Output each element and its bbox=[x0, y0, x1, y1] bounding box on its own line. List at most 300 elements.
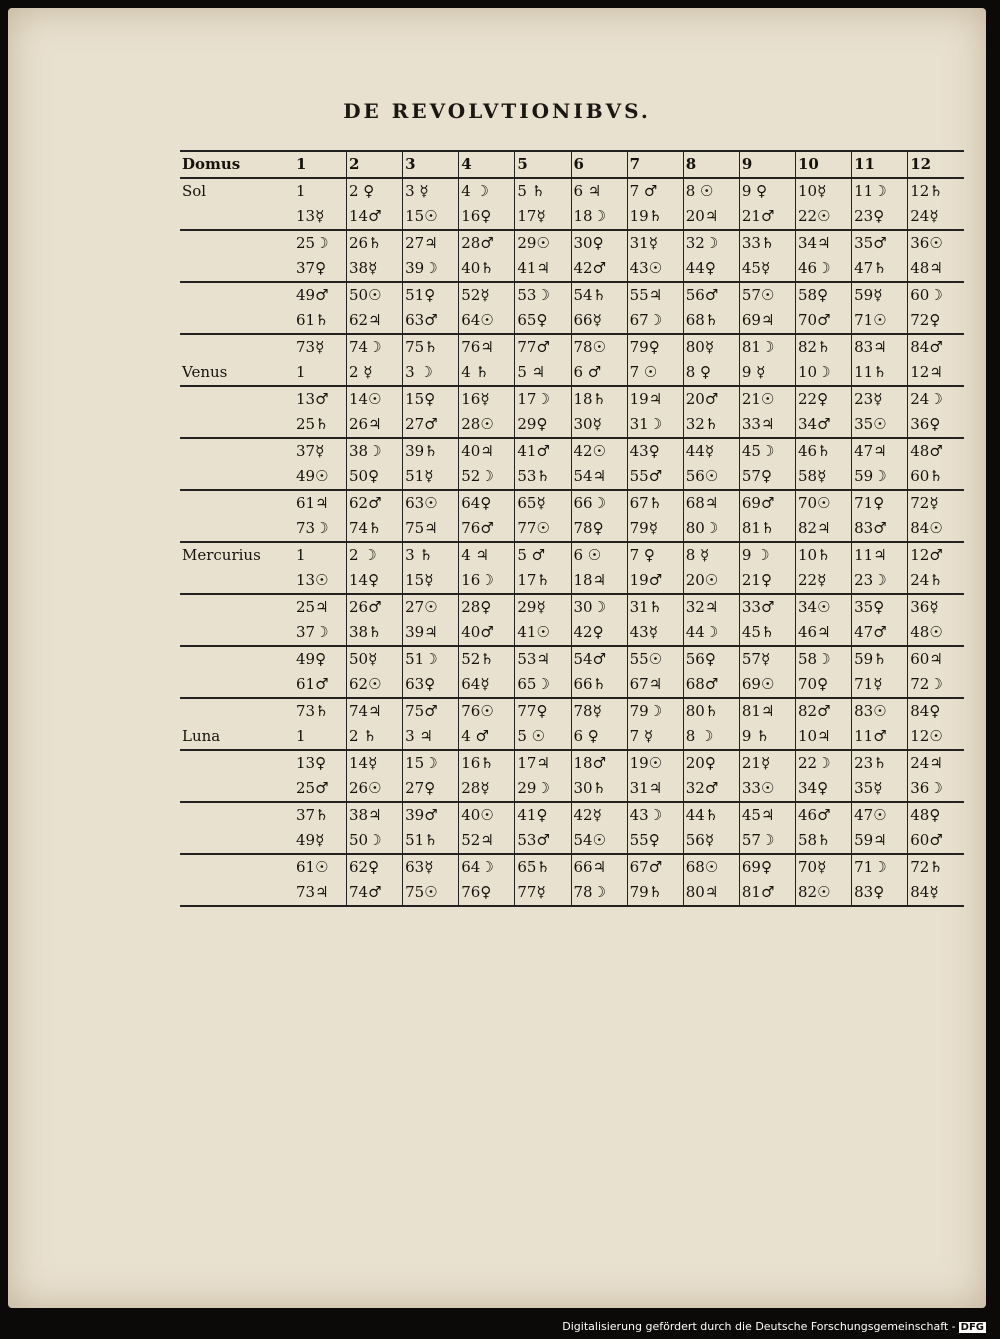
table-cell: 22☉ bbox=[796, 204, 852, 230]
header-cell: 5 bbox=[515, 151, 571, 178]
planet-table bbox=[180, 150, 964, 907]
table-cell: 30♀ bbox=[571, 230, 627, 256]
table-cell: 82♄ bbox=[796, 334, 852, 360]
table-row bbox=[180, 646, 964, 672]
table-cell: 20♂ bbox=[683, 386, 739, 412]
table-cell: 68♂ bbox=[683, 672, 739, 698]
table-row bbox=[180, 490, 964, 516]
table-cell: 51♀ bbox=[403, 282, 459, 308]
table-cell: 48♂ bbox=[908, 438, 964, 464]
table-cell: 76☉ bbox=[459, 698, 515, 724]
planet-label bbox=[180, 672, 294, 698]
planet-label bbox=[180, 308, 294, 334]
planet-label bbox=[180, 568, 294, 594]
table-cell: 6 ♀ bbox=[571, 724, 627, 750]
table-cell: 74♄ bbox=[347, 516, 403, 542]
table-cell: 57☿ bbox=[739, 646, 795, 672]
table-cell: 39♂ bbox=[403, 802, 459, 828]
table-cell: 75♄ bbox=[403, 334, 459, 360]
table-cell: 61♄ bbox=[294, 308, 347, 334]
table-cell: 52☿ bbox=[459, 282, 515, 308]
table-cell: 30♄ bbox=[571, 776, 627, 802]
table-cell: 38☽ bbox=[347, 438, 403, 464]
table-cell: 18♄ bbox=[571, 386, 627, 412]
header-cell: 4 bbox=[459, 151, 515, 178]
table-cell: 66♃ bbox=[571, 854, 627, 880]
table-cell: 25♄ bbox=[294, 412, 347, 438]
table-cell: 81♄ bbox=[739, 516, 795, 542]
table-cell: 19♂ bbox=[627, 568, 683, 594]
table-cell: 59♄ bbox=[852, 646, 908, 672]
table-row bbox=[180, 256, 964, 282]
planet-label bbox=[180, 282, 294, 308]
table-cell: 71♀ bbox=[852, 490, 908, 516]
header-label: Domus bbox=[180, 151, 294, 178]
table-cell: 82♂ bbox=[796, 698, 852, 724]
table-cell: 35♀ bbox=[852, 594, 908, 620]
planet-label: Sol bbox=[182, 182, 207, 200]
table-cell: 25☽ bbox=[294, 230, 347, 256]
table-cell: 63☉ bbox=[403, 490, 459, 516]
table-cell: 4 ☽ bbox=[459, 178, 515, 204]
table-row bbox=[180, 412, 964, 438]
table-cell: 63♂ bbox=[403, 308, 459, 334]
table-cell: 26♃ bbox=[347, 412, 403, 438]
planet-label bbox=[180, 412, 294, 438]
table-cell: 63♀ bbox=[403, 672, 459, 698]
table-cell: 11♄ bbox=[852, 360, 908, 386]
table-row bbox=[180, 308, 964, 334]
table-cell: 79♄ bbox=[627, 880, 683, 906]
table-row bbox=[180, 204, 964, 230]
table-cell: 37☽ bbox=[294, 620, 347, 646]
table-cell: 53♂ bbox=[515, 828, 571, 854]
table-cell: 32♄ bbox=[683, 412, 739, 438]
table-cell: 41☉ bbox=[515, 620, 571, 646]
planet-label bbox=[180, 204, 294, 230]
table-cell: 55♃ bbox=[627, 282, 683, 308]
table-cell: 30☿ bbox=[571, 412, 627, 438]
planet-label bbox=[180, 438, 294, 464]
table-cell: 67♃ bbox=[627, 672, 683, 698]
header-cell: 9 bbox=[739, 151, 795, 178]
header-cell: 2 bbox=[347, 151, 403, 178]
table-cell: 7 ☉ bbox=[627, 360, 683, 386]
table-cell: 10♃ bbox=[796, 724, 852, 750]
table-cell: 62♂ bbox=[347, 490, 403, 516]
table-cell: 33♄ bbox=[739, 230, 795, 256]
table-cell: 66♄ bbox=[571, 672, 627, 698]
planet-label bbox=[180, 854, 294, 880]
table-cell: 20♃ bbox=[683, 204, 739, 230]
table-cell: 65♀ bbox=[515, 308, 571, 334]
table-cell: 75☉ bbox=[403, 880, 459, 906]
table-row bbox=[180, 516, 964, 542]
table-cell: 8 ☿ bbox=[683, 542, 739, 568]
table-cell: 10♄ bbox=[796, 542, 852, 568]
table-cell: 31☿ bbox=[627, 230, 683, 256]
table-cell: 57☽ bbox=[739, 828, 795, 854]
planet-label: Venus bbox=[182, 363, 228, 381]
table-cell: 13♂ bbox=[294, 386, 347, 412]
table-cell: 33♃ bbox=[739, 412, 795, 438]
table-cell: 38♄ bbox=[347, 620, 403, 646]
table-cell: 47♂ bbox=[852, 620, 908, 646]
table-cell: 27♃ bbox=[403, 230, 459, 256]
table-cell: 57♀ bbox=[739, 464, 795, 490]
table-cell: 46♂ bbox=[796, 802, 852, 828]
table-cell: 73♃ bbox=[294, 880, 347, 906]
table-cell: 36☿ bbox=[908, 594, 964, 620]
table-cell: 51☽ bbox=[403, 646, 459, 672]
table-row bbox=[180, 178, 964, 204]
table-cell: 13♀ bbox=[294, 750, 347, 776]
table-cell: 24☿ bbox=[910, 207, 939, 225]
table-cell: 15☉ bbox=[403, 204, 459, 230]
table-cell: 8 ☉ bbox=[683, 178, 739, 204]
table-cell: 60♄ bbox=[910, 467, 943, 485]
table-cell: 23♄ bbox=[852, 750, 908, 776]
table-cell: 3 ☽ bbox=[403, 360, 459, 386]
table-cell: 61♂ bbox=[294, 672, 347, 698]
table-cell: 67☽ bbox=[627, 308, 683, 334]
table-cell: 26♄ bbox=[347, 230, 403, 256]
table-cell: 29☽ bbox=[515, 776, 571, 802]
table-cell: 51☿ bbox=[403, 464, 459, 490]
table-cell: 80☽ bbox=[683, 516, 739, 542]
table-cell: 2 ☽ bbox=[347, 542, 403, 568]
planet-label bbox=[180, 698, 294, 724]
table-cell: 82♃ bbox=[796, 516, 852, 542]
table-cell: 48♃ bbox=[910, 259, 943, 277]
table-cell: 52☽ bbox=[459, 464, 515, 490]
table-cell: 53♃ bbox=[515, 646, 571, 672]
table-cell: 62☉ bbox=[347, 672, 403, 698]
table-cell: 17☿ bbox=[515, 204, 571, 230]
planet-label bbox=[180, 620, 294, 646]
planet-label bbox=[180, 646, 294, 672]
planet-label bbox=[180, 880, 294, 906]
table-cell: 46♄ bbox=[796, 438, 852, 464]
table-cell: 44☽ bbox=[683, 620, 739, 646]
table-cell: 11♂ bbox=[852, 724, 908, 750]
table-cell: 84♀ bbox=[908, 698, 964, 724]
table-row bbox=[180, 334, 964, 360]
table-cell: 69♂ bbox=[739, 490, 795, 516]
table-cell: 17♃ bbox=[515, 750, 571, 776]
table-cell: 36♀ bbox=[910, 415, 941, 433]
table-cell: 83♂ bbox=[852, 516, 908, 542]
table-cell: 31♄ bbox=[627, 594, 683, 620]
table-cell: 16♀ bbox=[459, 204, 515, 230]
planet-label bbox=[180, 230, 294, 256]
table-cell: 78♀ bbox=[571, 516, 627, 542]
table-cell: 34♀ bbox=[796, 776, 852, 802]
table-cell: 34☉ bbox=[796, 594, 852, 620]
table-row bbox=[180, 854, 964, 880]
table-cell: 25♃ bbox=[294, 594, 347, 620]
table-cell: 27♀ bbox=[403, 776, 459, 802]
table-cell: 44☿ bbox=[683, 438, 739, 464]
header-cell: 10 bbox=[796, 151, 852, 178]
table-cell: 21☉ bbox=[739, 386, 795, 412]
table-cell: 2 ♀ bbox=[347, 178, 403, 204]
table-cell: 21♂ bbox=[739, 204, 795, 230]
table-cell: 15☽ bbox=[403, 750, 459, 776]
table-cell: 6 ♃ bbox=[571, 178, 627, 204]
table-cell: 5 ♃ bbox=[515, 360, 571, 386]
planet-label bbox=[180, 516, 294, 542]
table-cell: 32♃ bbox=[683, 594, 739, 620]
table-cell: 61♃ bbox=[294, 490, 347, 516]
table-cell: 21♀ bbox=[739, 568, 795, 594]
table-cell: 8 ♀ bbox=[683, 360, 739, 386]
table-cell: 70☿ bbox=[796, 854, 852, 880]
table-cell: 14♂ bbox=[347, 204, 403, 230]
table-cell: 12♄ bbox=[910, 182, 943, 200]
table-row bbox=[180, 724, 964, 750]
table-cell: 50♀ bbox=[347, 464, 403, 490]
table-row bbox=[180, 542, 964, 568]
table-cell: 19♃ bbox=[627, 386, 683, 412]
table-cell: 37♄ bbox=[294, 802, 347, 828]
table-cell: 49♀ bbox=[294, 646, 347, 672]
header-cell: 12 bbox=[908, 151, 964, 178]
table-cell: 10☿ bbox=[796, 178, 852, 204]
table-cell: 73☿ bbox=[294, 334, 347, 360]
planet-label bbox=[180, 750, 294, 776]
table-cell: 53☽ bbox=[515, 282, 571, 308]
table-cell: 41♂ bbox=[515, 438, 571, 464]
table-cell: 78☽ bbox=[571, 880, 627, 906]
table-cell: 7 ☿ bbox=[627, 724, 683, 750]
table-cell: 9 ☿ bbox=[739, 360, 795, 386]
table-row bbox=[180, 776, 964, 802]
table-row bbox=[180, 828, 964, 854]
table-cell: 56♀ bbox=[683, 646, 739, 672]
table-cell: 14♀ bbox=[347, 568, 403, 594]
table-cell: 18☽ bbox=[571, 204, 627, 230]
table-cell: 39♃ bbox=[403, 620, 459, 646]
table-cell: 21☿ bbox=[739, 750, 795, 776]
table-cell: 79♀ bbox=[627, 334, 683, 360]
table-cell: 68♄ bbox=[683, 308, 739, 334]
table-cell: 57☉ bbox=[739, 282, 795, 308]
table-cell: 37☿ bbox=[294, 438, 347, 464]
planet-label: Mercurius bbox=[180, 542, 294, 568]
table-cell: 8 ☽ bbox=[683, 724, 739, 750]
table-cell: 12♂ bbox=[908, 542, 964, 568]
table-cell: 56♂ bbox=[683, 282, 739, 308]
table-cell: 32☽ bbox=[683, 230, 739, 256]
table-cell: 69♀ bbox=[739, 854, 795, 880]
table-cell: 55♀ bbox=[627, 828, 683, 854]
table-cell: 11☽ bbox=[852, 178, 908, 204]
table-cell: 6 ♂ bbox=[571, 360, 627, 386]
table-row bbox=[180, 672, 964, 698]
table-cell: 83♀ bbox=[852, 880, 908, 906]
table-cell: 74♂ bbox=[347, 880, 403, 906]
table-cell: 24♄ bbox=[910, 571, 943, 589]
table-cell: 47☉ bbox=[852, 802, 908, 828]
table-cell: 44♀ bbox=[683, 256, 739, 282]
table-cell: 69☉ bbox=[739, 672, 795, 698]
table-cell: 60♃ bbox=[908, 646, 964, 672]
table-cell: 16☽ bbox=[459, 568, 515, 594]
table-cell: 6 ☉ bbox=[571, 542, 627, 568]
table-cell: 16☿ bbox=[459, 386, 515, 412]
table-cell: 76♂ bbox=[459, 516, 515, 542]
table-cell: 15☿ bbox=[403, 568, 459, 594]
planet-label bbox=[180, 776, 294, 802]
table-cell: 77♂ bbox=[515, 334, 571, 360]
table-cell: 31♃ bbox=[627, 776, 683, 802]
header-cell: 7 bbox=[627, 151, 683, 178]
table-cell: 64☉ bbox=[459, 308, 515, 334]
table-cell: 42☉ bbox=[571, 438, 627, 464]
table-cell: 43☿ bbox=[627, 620, 683, 646]
table-cell: 45♄ bbox=[739, 620, 795, 646]
table-cell: 29☉ bbox=[515, 230, 571, 256]
table-cell: 72☿ bbox=[908, 490, 964, 516]
table-cell: 41♃ bbox=[515, 256, 571, 282]
table-cell: 11♃ bbox=[852, 542, 908, 568]
table-cell: 13☉ bbox=[294, 568, 347, 594]
table-cell: 65♄ bbox=[515, 854, 571, 880]
table-row bbox=[180, 464, 964, 490]
table-cell: 23☽ bbox=[852, 568, 908, 594]
planet-label bbox=[180, 464, 294, 490]
table-cell: 9 ♄ bbox=[739, 724, 795, 750]
table-cell: 43☉ bbox=[627, 256, 683, 282]
table-cell: 65☿ bbox=[515, 490, 571, 516]
table-cell: 74☽ bbox=[347, 334, 403, 360]
table-cell: 2 ☿ bbox=[347, 360, 403, 386]
table-cell: 9 ☽ bbox=[739, 542, 795, 568]
book-page bbox=[8, 8, 986, 1308]
table-cell: 59☿ bbox=[852, 282, 908, 308]
table-cell: 54♃ bbox=[571, 464, 627, 490]
table-cell: 67♄ bbox=[627, 490, 683, 516]
table-cell: 82☉ bbox=[796, 880, 852, 906]
table-cell: 34♂ bbox=[796, 412, 852, 438]
table-cell: 54♄ bbox=[571, 282, 627, 308]
table-cell: 28☉ bbox=[459, 412, 515, 438]
table-cell: 28♀ bbox=[459, 594, 515, 620]
table-cell: 78☿ bbox=[571, 698, 627, 724]
planet-label: Luna bbox=[182, 727, 221, 745]
table-cell: 35☿ bbox=[852, 776, 908, 802]
table-cell: 34♃ bbox=[796, 230, 852, 256]
table-cell: 80♃ bbox=[683, 880, 739, 906]
table-cell: 43☽ bbox=[627, 802, 683, 828]
table-cell: 47♃ bbox=[852, 438, 908, 464]
table-cell: 4 ♂ bbox=[459, 724, 515, 750]
table-cell: 68☉ bbox=[683, 854, 739, 880]
table-cell: 36☉ bbox=[908, 230, 964, 256]
table-cell: 5 ♄ bbox=[515, 178, 571, 204]
table-row bbox=[180, 880, 964, 906]
table-cell: 77☉ bbox=[515, 516, 571, 542]
table-cell: 3 ♃ bbox=[403, 724, 459, 750]
table-cell: 78☉ bbox=[571, 334, 627, 360]
table-cell: 2 ♄ bbox=[347, 724, 403, 750]
table-cell: 27☉ bbox=[403, 594, 459, 620]
table-cell: 18♃ bbox=[571, 568, 627, 594]
table-cell: 20☉ bbox=[683, 568, 739, 594]
table-cell: 46♃ bbox=[796, 620, 852, 646]
table-cell: 71☽ bbox=[852, 854, 908, 880]
table-cell: 72☽ bbox=[910, 675, 943, 693]
table-cell: 10☽ bbox=[796, 360, 852, 386]
table-cell: 20♀ bbox=[683, 750, 739, 776]
header-cell: 6 bbox=[571, 151, 627, 178]
digitization-footer bbox=[562, 1320, 986, 1333]
table-row bbox=[180, 698, 964, 724]
table-cell: 84☉ bbox=[910, 519, 943, 537]
table-cell: 72♄ bbox=[908, 854, 964, 880]
table-cell: 38☿ bbox=[347, 256, 403, 282]
table-cell: 52♃ bbox=[459, 828, 515, 854]
table-cell: 40☉ bbox=[459, 802, 515, 828]
table-cell: 24☽ bbox=[908, 386, 964, 412]
table-cell: 39♄ bbox=[403, 438, 459, 464]
table-row bbox=[180, 438, 964, 464]
table-cell: 16♄ bbox=[459, 750, 515, 776]
table-cell: 1 bbox=[294, 178, 347, 204]
table-cell: 58☽ bbox=[796, 646, 852, 672]
planet-label bbox=[180, 828, 294, 854]
table-cell: 77♀ bbox=[515, 698, 571, 724]
table-cell: 18♂ bbox=[571, 750, 627, 776]
table-cell: 37♀ bbox=[294, 256, 347, 282]
table-cell: 54♂ bbox=[571, 646, 627, 672]
table-cell: 54☉ bbox=[571, 828, 627, 854]
table-cell: 35☉ bbox=[852, 412, 908, 438]
table-cell: 58♀ bbox=[796, 282, 852, 308]
table-cell: 33♂ bbox=[739, 594, 795, 620]
table-cell: 1 bbox=[294, 360, 347, 386]
table-cell: 24♃ bbox=[908, 750, 964, 776]
table-row bbox=[180, 386, 964, 412]
table-cell: 40♃ bbox=[459, 438, 515, 464]
table-cell: 75♃ bbox=[403, 516, 459, 542]
table-cell: 76♃ bbox=[459, 334, 515, 360]
table-cell: 43♀ bbox=[627, 438, 683, 464]
table-cell: 28☿ bbox=[459, 776, 515, 802]
table-cell: 51♄ bbox=[403, 828, 459, 854]
table-cell: 65☽ bbox=[515, 672, 571, 698]
table-cell: 49☿ bbox=[294, 828, 347, 854]
table-cell: 12☉ bbox=[910, 727, 943, 745]
table-cell: 64☿ bbox=[459, 672, 515, 698]
header-cell: 8 bbox=[683, 151, 739, 178]
table-cell: 71☉ bbox=[852, 308, 908, 334]
table-cell: 22☿ bbox=[796, 568, 852, 594]
table-cell: 42☿ bbox=[571, 802, 627, 828]
table-cell: 77☿ bbox=[515, 880, 571, 906]
table-cell: 28♂ bbox=[459, 230, 515, 256]
table-cell: 84☿ bbox=[908, 880, 964, 906]
page-title: DE REVOLVTIONIBVS. bbox=[343, 99, 651, 123]
table-cell: 68♃ bbox=[683, 490, 739, 516]
table-cell: 48♀ bbox=[908, 802, 964, 828]
table-cell: 45♃ bbox=[739, 802, 795, 828]
table-cell: 81☽ bbox=[739, 334, 795, 360]
table-cell: 3 ☿ bbox=[403, 178, 459, 204]
table-header-row bbox=[180, 151, 964, 178]
planet-label bbox=[180, 334, 294, 360]
